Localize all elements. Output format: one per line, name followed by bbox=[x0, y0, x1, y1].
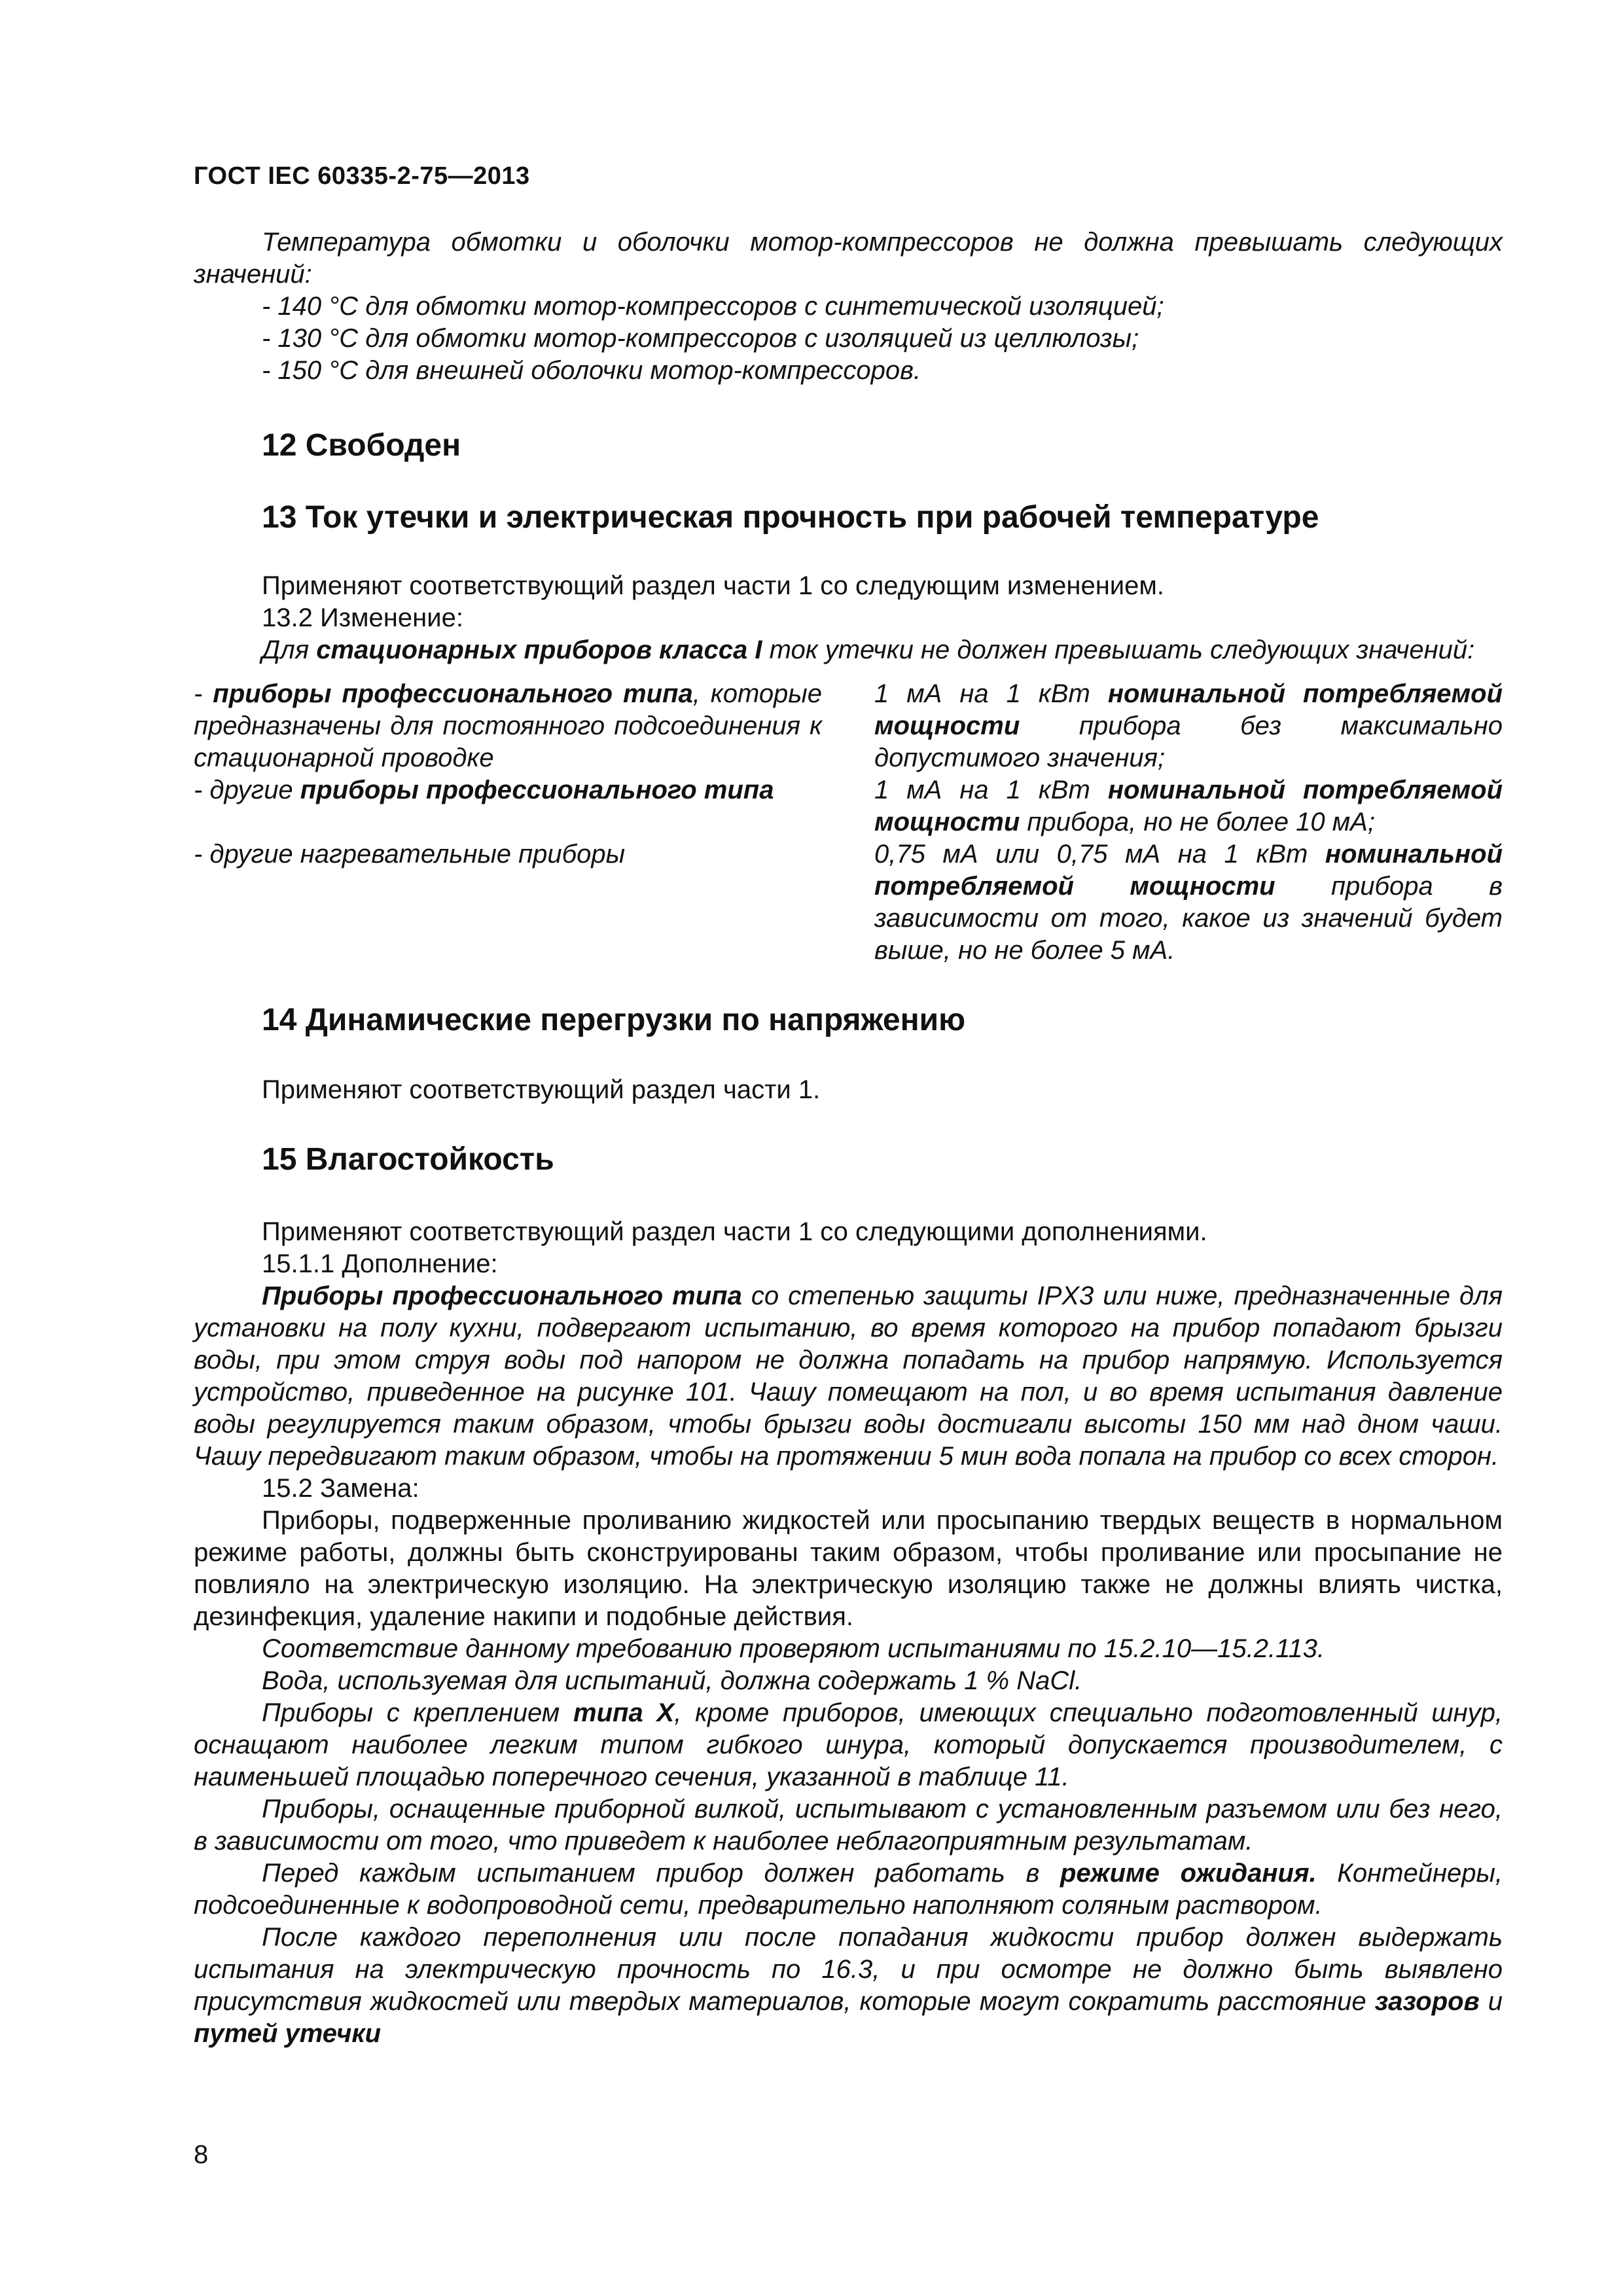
page-number: 8 bbox=[194, 2140, 209, 2169]
clause-15-2-text: Приборы, подверженные проливанию жидкостей или просыпанию твердых веществ в нормальном режиме работы, должны быть сконструированы таким образом, чтобы проливание или просыпание не повлияло на электрическую изоляцию. На электрическую изоляцию также не должны влиять чистка, дезинфекция, удаление накипи и подобные действия. bbox=[194, 1506, 1503, 1631]
clause-13-2-text bbox=[194, 634, 1503, 666]
text-run: прибора без максимально допустимого значения; bbox=[874, 711, 1503, 772]
test-water-paragraph: Вода, используемая для испытаний, должна содержать 1 % NaCl. bbox=[262, 1666, 1082, 1695]
document-header: ГОСТ IEC 60335-2-75—2013 bbox=[194, 162, 530, 190]
table-cell-appliance bbox=[194, 774, 822, 838]
text-run: Контейнеры, подсоединенные к водопроводной сети, предварительно наполняют соляным раствором. bbox=[194, 1859, 1503, 1920]
electric-strength-paragraph bbox=[194, 1922, 1503, 2050]
list-item: - 130 °С для обмотки мотор-компрессоров с изоляцией из целлюлозы; bbox=[262, 324, 1139, 353]
list-item: - 140 °С для обмотки мотор-компрессоров с синтетической изоляцией; bbox=[262, 292, 1164, 321]
clause-15-1-1-text bbox=[194, 1280, 1503, 1473]
section-13-intro: Применяют соответствующий раздел части 1 со следующим изменением. bbox=[262, 571, 1164, 600]
clause-15-2-label: 15.2 Замена: bbox=[262, 1474, 419, 1503]
term-clearances: зазоров bbox=[1374, 1987, 1480, 2016]
table-cell-limit bbox=[874, 838, 1503, 967]
section-12-heading: 12 Свободен bbox=[262, 428, 461, 463]
text-run: 1 мА на 1 кВт bbox=[874, 776, 1108, 804]
type-x-attachment-paragraph bbox=[194, 1697, 1503, 1793]
text-run: Перед каждым испытанием прибор должен работать в bbox=[262, 1859, 1061, 1888]
text-run: , кроме приборов, имеющих специально подготовленный шнур, оснащают наиболее легким типом гибкого шнура, который допускается производителем, с наименьшей площадью поперечного сечения, указанной в таблице 11. bbox=[194, 1698, 1503, 1791]
term-professional-appliance: приборы профессионального типа bbox=[300, 776, 774, 804]
section-14-text: Применяют соответствующий раздел части 1. bbox=[262, 1075, 821, 1104]
compliance-check-paragraph: Соответствие данному требованию проверяют испытаниями по 15.2.10—15.2.113. bbox=[262, 1634, 1325, 1663]
term-professional-appliance: приборы профессионального типа bbox=[213, 679, 693, 708]
clause-15-1-1-label: 15.1.1 Дополнение: bbox=[262, 1249, 498, 1278]
page-body bbox=[194, 226, 1503, 2050]
term-stationary-class-i: стационарных приборов класса I bbox=[316, 636, 762, 664]
section-15-intro: Применяют соответствующий раздел части 1 со следующими дополнениями. bbox=[262, 1217, 1207, 1246]
section-15-heading: 15 Влагостойкость bbox=[262, 1142, 554, 1177]
text-run: со степенью защиты IPX3 или ниже, предназначенные для установки на полу кухни, подвергают испытанию, во время которого на прибор попадают брызги воды, при этом струя воды под напором не должна попадать на прибор напрямую. Используется устройство, приведенное на рисунке 101. Чашу помещают на пол, и во время испытания давление воды регулируется таким образом, чтобы брызги воды достигали высоты 150 мм над дном чаши. Чашу передвигают таким образом, чтобы на протяжении 5 мин вода попала на прибор со всех сторон. bbox=[194, 1282, 1503, 1471]
text-run: - другие нагревательные приборы bbox=[194, 840, 626, 869]
term-creepage-distances: путей утечки bbox=[194, 2019, 382, 2048]
clause-13-2-label: 13.2 Изменение: bbox=[262, 603, 463, 632]
text-run: - bbox=[194, 679, 213, 708]
text-run: ток утечки не должен превышать следующих значений: bbox=[762, 636, 1475, 664]
term-professional-appliance: Приборы профессионального типа bbox=[262, 1282, 742, 1310]
list-item: - 150 °С для внешней оболочки мотор-компрессоров. bbox=[262, 356, 921, 385]
term-rated-power-input: номинальной потребляемой мощности bbox=[874, 776, 1503, 836]
text-run: - другие bbox=[194, 776, 300, 804]
text-run: , которые предназначены для постоянного подсоединения к стационарной проводке bbox=[194, 679, 822, 772]
term-type-x: типа X bbox=[573, 1698, 675, 1727]
text-run: Приборы с креплением bbox=[262, 1698, 574, 1727]
text-run: прибора в зависимости от того, какое из значений будет выше, но не более 5 мА. bbox=[874, 872, 1503, 965]
term-rated-power-input: номинальной потребляемой мощности bbox=[874, 679, 1503, 740]
text-run: и bbox=[1479, 1987, 1503, 2016]
text-run: 1 мА на 1 кВт bbox=[874, 679, 1108, 708]
term-standby-mode: режиме ожидания. bbox=[1060, 1859, 1317, 1888]
table-cell-appliance bbox=[194, 678, 822, 774]
section-14-heading: 14 Динамические перегрузки по напряжению bbox=[262, 1003, 966, 1037]
table-cell-limit bbox=[874, 678, 1503, 774]
text-run: прибора, но не более 10 мА; bbox=[1020, 808, 1375, 836]
winding-temperature-paragraph: Температура обмотки и оболочки мотор-компрессоров не должна превышать следующих значений: bbox=[194, 228, 1503, 289]
section-13-heading: 13 Ток утечки и электрическая прочность при рабочей температуре bbox=[262, 500, 1319, 535]
text-run: После каждого переполнения или после попадания жидкости прибор должен выдержать испытания на электрическую прочность по 16.3, и при осмотре не должно быть выявлено присутствия жидкостей или твердых материалов, которые могут сократить расстояние bbox=[194, 1923, 1503, 2016]
table-cell-limit bbox=[874, 774, 1503, 838]
text-run: Для bbox=[262, 636, 317, 664]
text-run: 0,75 мА или 0,75 мА на 1 кВт bbox=[874, 840, 1325, 869]
standby-mode-paragraph bbox=[194, 1857, 1503, 1922]
leakage-current-table bbox=[194, 678, 1503, 967]
appliance-inlet-paragraph: Приборы, оснащенные приборной вилкой, испытывают с установленным разъемом или без него, в зависимости от того, что приведет к наиболее неблагоприятным результатам. bbox=[194, 1795, 1503, 1856]
table-cell-appliance bbox=[194, 838, 822, 967]
term-rated-power-input: номинальной потребляемой мощности bbox=[874, 840, 1503, 901]
